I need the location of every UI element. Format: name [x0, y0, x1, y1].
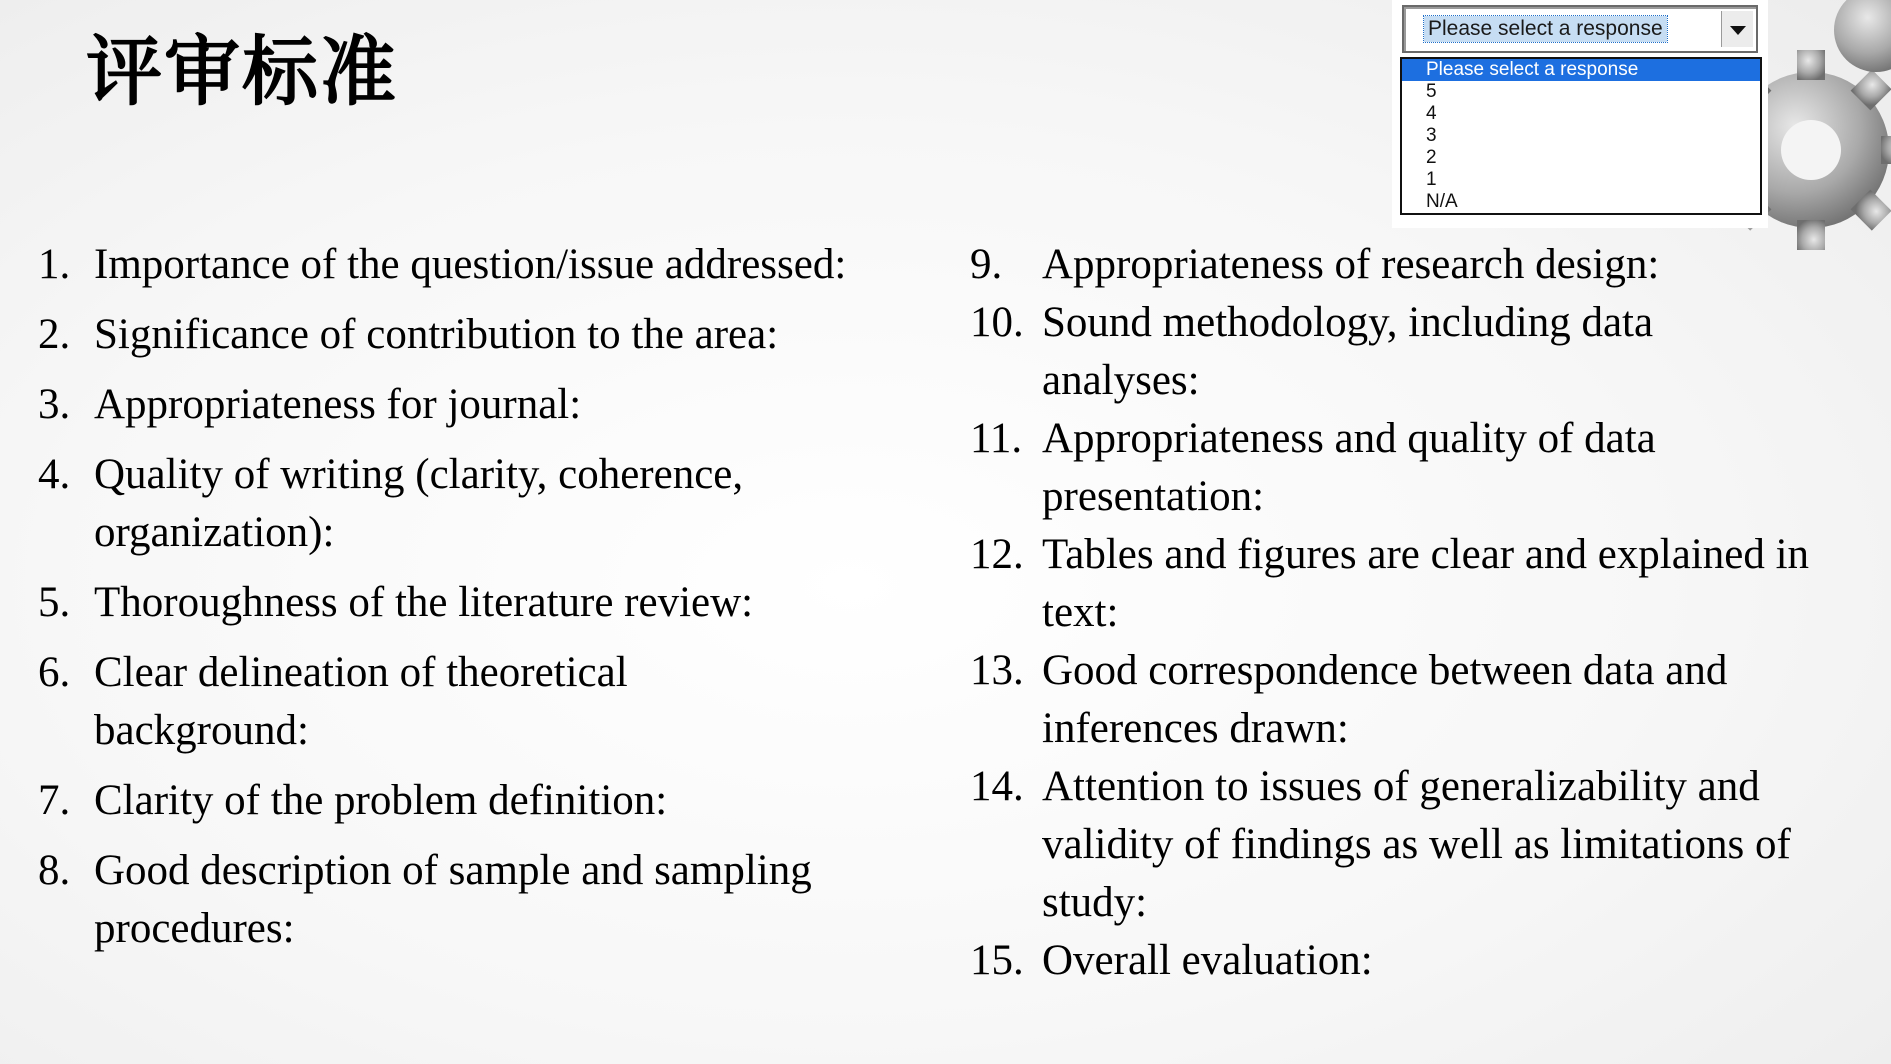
criterion-item	[970, 294, 1870, 410]
criterion-item	[970, 642, 1870, 758]
criterion-text: Appropriateness of research design:	[1042, 241, 1660, 288]
criterion-number: 3.	[38, 381, 71, 428]
dropdown-options-list[interactable]	[1400, 57, 1762, 215]
criterion-item	[970, 526, 1870, 642]
criterion-item	[38, 446, 958, 562]
dropdown-option[interactable]: 3	[1426, 125, 1437, 146]
criterion-text: Clarity of the problem definition:	[94, 777, 668, 824]
criterion-number: 7.	[38, 777, 71, 824]
criterion-text: Importance of the question/issue addressed:	[94, 241, 847, 288]
criterion-item	[38, 306, 958, 364]
page-title: 评审标准	[86, 27, 398, 116]
criterion-text: Thoroughness of the literature review:	[94, 579, 754, 626]
criterion-number: 1.	[38, 241, 71, 288]
criterion-item	[970, 410, 1870, 526]
criterion-number: 15.	[970, 937, 1024, 984]
criterion-item	[38, 644, 958, 760]
criterion-text: Good description of sample and sampling procedures:	[94, 847, 812, 952]
criterion-item	[38, 236, 958, 294]
criterion-number: 8.	[38, 847, 71, 894]
criterion-text: Appropriateness and quality of data presentation:	[1042, 415, 1656, 520]
dropdown-option[interactable]: 4	[1426, 103, 1437, 124]
criterion-text: Good correspondence between data and inferences drawn:	[1042, 647, 1728, 752]
criterion-text: Quality of writing (clarity, coherence, organization):	[94, 451, 744, 556]
criterion-item	[38, 376, 958, 434]
dropdown-option[interactable]: Please select a response	[1402, 59, 1760, 81]
response-select[interactable]	[1402, 5, 1758, 53]
dropdown-option[interactable]: N/A	[1426, 191, 1458, 212]
criterion-item	[38, 842, 958, 958]
criterion-item	[970, 932, 1870, 990]
criterion-text: Overall evaluation:	[1042, 937, 1373, 984]
criterion-item	[970, 236, 1870, 294]
criterion-text: Sound methodology, including data analyses:	[1042, 299, 1654, 404]
criterion-text: Appropriateness for journal:	[94, 381, 582, 428]
criterion-number: 13.	[970, 647, 1024, 694]
criterion-text: Attention to issues of generalizability and validity of findings as well as limitations of study:	[1042, 763, 1791, 926]
criterion-number: 2.	[38, 311, 71, 358]
criterion-item	[38, 574, 958, 632]
criterion-text: Clear delineation of theoretical background:	[94, 649, 628, 754]
criterion-number: 10.	[970, 299, 1024, 346]
dropdown-option[interactable]: 1	[1426, 169, 1437, 190]
dropdown-option[interactable]: 2	[1426, 147, 1437, 168]
criterion-item	[38, 772, 958, 830]
criterion-number: 6.	[38, 649, 71, 696]
chevron-down-icon[interactable]	[1721, 11, 1753, 47]
criterion-number: 14.	[970, 763, 1024, 810]
criterion-number: 12.	[970, 531, 1024, 578]
criterion-number: 4.	[38, 451, 71, 498]
criterion-number: 11.	[970, 415, 1023, 462]
dropdown-option[interactable]: 5	[1426, 81, 1437, 102]
criteria-list-right	[970, 236, 1870, 990]
criterion-number: 5.	[38, 579, 71, 626]
criterion-item	[970, 758, 1870, 932]
criterion-number: 9.	[970, 241, 1003, 288]
criterion-text: Significance of contribution to the area:	[94, 311, 779, 358]
selected-value: Please select a response	[1424, 16, 1667, 42]
criteria-list-left	[38, 236, 958, 970]
criterion-text: Tables and figures are clear and explained in text:	[1042, 531, 1810, 636]
